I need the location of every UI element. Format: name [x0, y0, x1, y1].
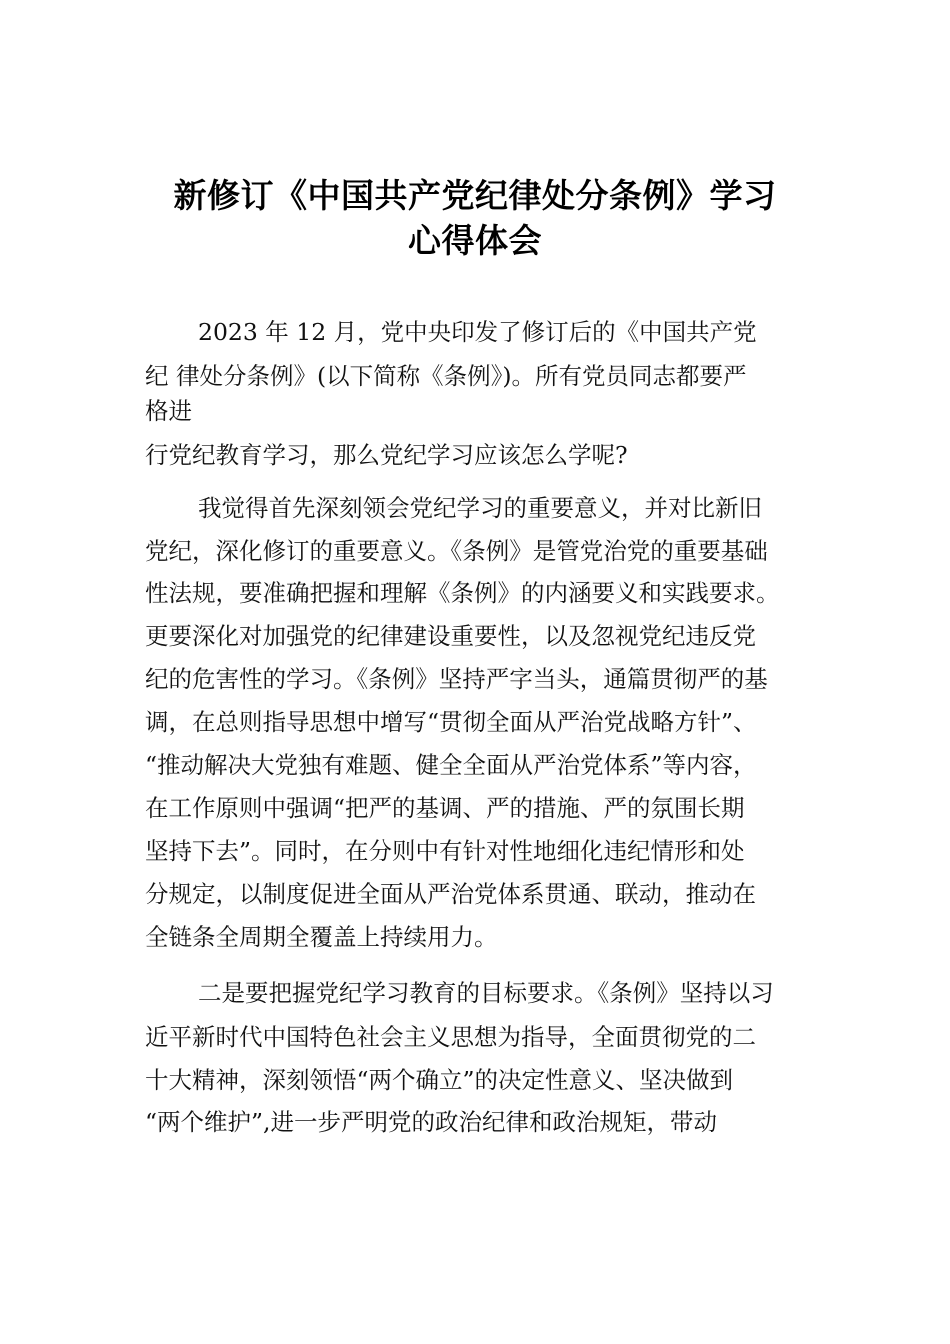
paragraph-2-line-11: 全链条全周期全覆盖上持续用力。 [145, 923, 498, 951]
paragraph-2-line-4: 更要深化对加强党的纪律建设重要性，以及忽视党纪违反党 [145, 622, 756, 650]
paragraph-2-line-3: 性法规，要准确把握和理解《条例》的内涵要义和实践要求。 [145, 579, 780, 607]
paragraph-2-line-6: 调，在总则指导思想中增写“贯彻全面从严治党战略方针”、 [145, 708, 757, 736]
paragraph-1-line-3: 格进 [145, 397, 192, 425]
paragraph-2-line-7: “推动解决大党独有难题、健全全面从严治党体系”等内容， [145, 751, 757, 779]
document-title-line-1: 新修订《中国共产党纪律处分条例》学习 [173, 176, 777, 215]
paragraph-3-line-3: 十大精神，深刻领悟“两个确立”的决定性意义、坚决做到 [145, 1066, 734, 1094]
paragraph-2-line-9: 坚持下去”。同时，在分则中有针对性地细化违纪情形和处 [145, 837, 745, 865]
paragraph-2-line-10: 分规定，以制度促进全面从严治党体系贯通、联动，推动在 [145, 880, 756, 908]
paragraph-1-line-1: 2023 年 12 月，党中央印发了修订后的《中国共产党 [198, 318, 757, 346]
paragraph-3-line-2: 近平新时代中国特色社会主义思想为指导，全面贯彻党的二 [145, 1023, 756, 1051]
paragraph-2-line-8: 在工作原则中强调“把严的基调、严的措施、严的氛围长期 [145, 794, 745, 822]
paragraph-2-line-1: 我觉得首先深刻领会党纪学习的重要意义，并对比新旧 [198, 494, 762, 522]
paragraph-2-line-2: 党纪，深化修订的重要意义。《条例》是管党治党的重要基础 [145, 537, 768, 565]
document-title-line-2: 心得体会 [408, 221, 542, 260]
paragraph-1-line-2: 纪 律处分条例》(以下简称《条例》)。所有党员同志都要严 [145, 362, 747, 390]
paragraph-3-line-1: 二是要把握党纪学习教育的目标要求。《条例》坚持以习 [198, 979, 774, 1007]
paragraph-3-line-4: “两个维护”,进一步严明党的政治纪律和政治规矩，带动 [145, 1108, 717, 1136]
paragraph-2-line-5: 纪的危害性的学习。《条例》坚持严字当头，通篇贯彻严的基 [145, 665, 768, 693]
paragraph-1-line-4: 行党纪教育学习，那么党纪学习应该怎么学呢? [145, 441, 628, 469]
